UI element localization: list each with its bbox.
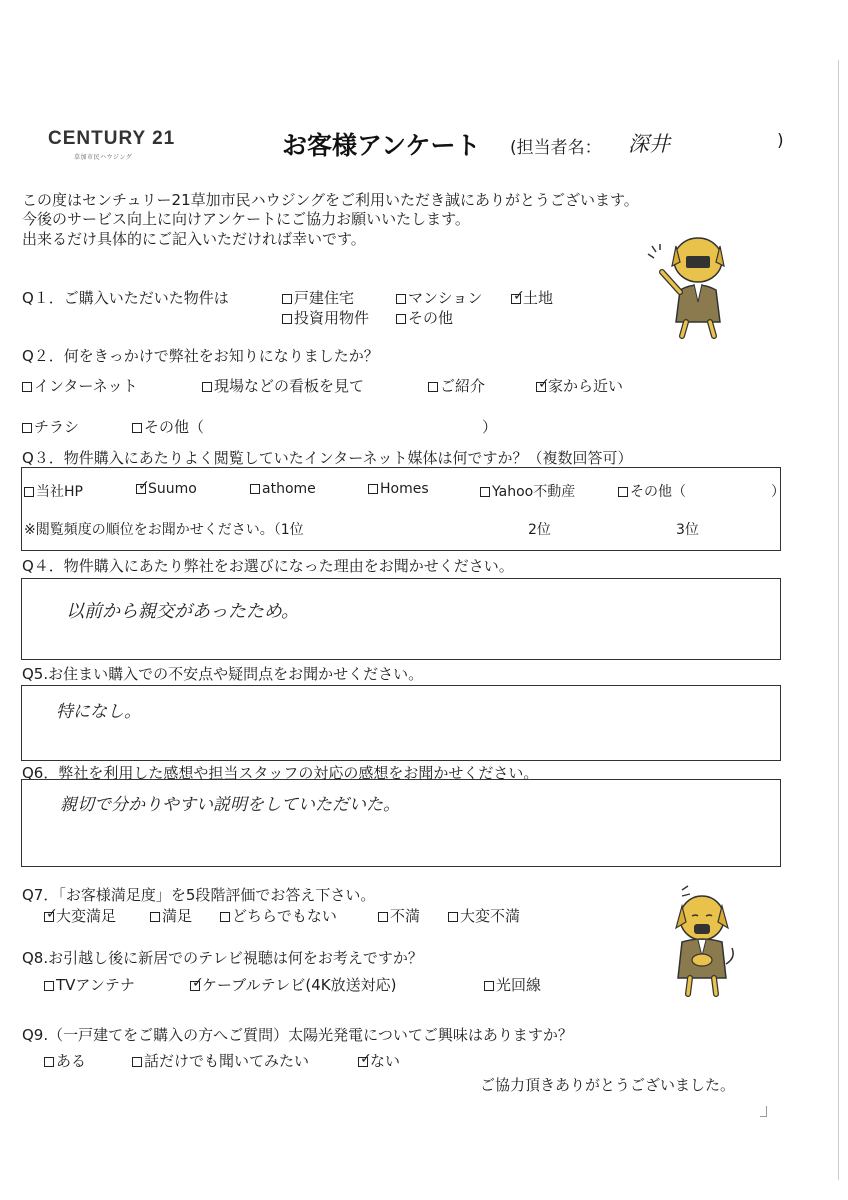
q4-answer-text: 以前から親交があったため。 bbox=[66, 601, 300, 622]
checkbox-icon bbox=[282, 294, 292, 304]
q2-option-signboard[interactable]: 現場などの看板を見て bbox=[202, 375, 364, 396]
q3-option-suumo[interactable]: ✓ Suumo bbox=[136, 481, 197, 497]
q3-option-own-hp[interactable]: 当社HP bbox=[24, 481, 83, 501]
checkbox-icon bbox=[22, 423, 32, 433]
q1-option-detached[interactable]: 戸建住宅 bbox=[282, 287, 354, 308]
q2-option-referral[interactable]: ご紹介 bbox=[428, 375, 485, 396]
checked-checkbox-icon bbox=[190, 981, 200, 991]
q8-option-antenna[interactable]: TVアンテナ bbox=[44, 974, 135, 995]
dog-in-suit-bowing-icon bbox=[668, 884, 738, 998]
checkbox-icon bbox=[24, 487, 34, 497]
q9-option-no[interactable]: ✓ ない bbox=[358, 1050, 400, 1071]
checkbox-icon bbox=[220, 912, 230, 922]
q7-option-neutral[interactable]: どちらでもない bbox=[220, 905, 337, 926]
q1-label: Q１．ご購入いただいた物件は bbox=[22, 289, 229, 307]
intro-line-2: 今後のサービス向上に向けアンケートにご協力お願いいたします。 bbox=[22, 210, 470, 228]
checkbox-icon bbox=[484, 981, 494, 991]
dog-in-suit-pointing-icon bbox=[646, 232, 736, 340]
checkbox-icon bbox=[44, 1057, 54, 1067]
q2-other-close: ） bbox=[482, 418, 498, 436]
q9-option-yes[interactable]: ある bbox=[44, 1050, 86, 1071]
q8-option-fiber[interactable]: 光回線 bbox=[484, 974, 541, 995]
thanks-message: ご協力頂きありがとうございました。 bbox=[480, 1076, 736, 1094]
checkbox-icon bbox=[132, 423, 142, 433]
checkbox-icon bbox=[282, 314, 292, 324]
q2-option-near-home[interactable]: ✓ 家から近い bbox=[536, 375, 623, 396]
q3-option-homes[interactable]: Homes bbox=[368, 481, 429, 497]
q1-option-other[interactable]: その他 bbox=[396, 307, 453, 328]
checked-checkbox-icon bbox=[511, 294, 521, 304]
q3-option-athome[interactable]: athome bbox=[250, 481, 316, 497]
checked-checkbox-icon bbox=[44, 912, 54, 922]
q3-label: Q３．物件購入にあたりよく閲覧していたインターネット媒体は何ですか？（複数回答可） bbox=[22, 449, 633, 467]
checkbox-icon bbox=[202, 382, 212, 392]
checked-checkbox-icon bbox=[536, 382, 546, 392]
q5-label: Q5.お住まい購入での不安点や疑問点をお聞かせください。 bbox=[22, 665, 424, 683]
q7-option-very-dissatisfied[interactable]: 大変不満 bbox=[448, 905, 520, 926]
q7-option-dissatisfied[interactable]: 不満 bbox=[378, 905, 420, 926]
checkbox-icon bbox=[378, 912, 388, 922]
checkbox-icon bbox=[428, 382, 438, 392]
q2-option-flyer[interactable]: チラシ bbox=[22, 416, 79, 437]
logo-text: CENTURY 21 bbox=[48, 128, 176, 149]
checkbox-icon bbox=[22, 382, 32, 392]
intro-line-1: この度はセンチュリー21草加市民ハウジングをご利用いただき誠にありがとうございます。 bbox=[22, 191, 639, 209]
checkbox-icon bbox=[368, 484, 378, 494]
checkbox-icon bbox=[618, 487, 628, 497]
staff-close: ) bbox=[777, 131, 784, 151]
checked-checkbox-icon bbox=[136, 484, 146, 494]
staff-label: (担当者名： bbox=[510, 138, 602, 158]
q9-label: Q9.（一戸建てをご購入の方へご質問）太陽光発電についてご興味はありますか？ bbox=[22, 1026, 573, 1044]
checkbox-icon bbox=[44, 981, 54, 991]
q3-option-yahoo[interactable]: Yahoo不動産 bbox=[480, 481, 575, 501]
checkbox-icon bbox=[480, 487, 490, 497]
page-title: お客様アンケート bbox=[282, 131, 481, 160]
checkbox-icon bbox=[448, 912, 458, 922]
q7-label: Q7．「お客様満足度」を5段階評価でお答え下さい。 bbox=[22, 886, 376, 904]
q2-label: Q２．何をきっかけで弊社をお知りになりましたか？ bbox=[22, 347, 379, 365]
q2-option-other[interactable]: その他（ bbox=[132, 416, 204, 437]
q3-rank-3: 3位 bbox=[676, 522, 699, 538]
intro-line-3: 出来るだけ具体的にご記入いただければ幸いです。 bbox=[22, 230, 366, 248]
q3-rank-2: 2位 bbox=[528, 522, 551, 538]
checkbox-icon bbox=[396, 294, 406, 304]
q3-option-other[interactable]: その他（ bbox=[618, 481, 686, 501]
q5-answer-text: 特になし。 bbox=[56, 702, 141, 722]
q3-other-close: ） bbox=[771, 484, 785, 500]
checkbox-icon bbox=[396, 314, 406, 324]
scan-mark bbox=[760, 1106, 767, 1117]
q6-label: Q6．弊社を利用した感想や担当スタッフの対応の感想をお聞かせください。 bbox=[22, 764, 539, 782]
q1-option-mansion[interactable]: マンション bbox=[396, 287, 482, 308]
checkbox-icon bbox=[150, 912, 160, 922]
checked-checkbox-icon bbox=[358, 1057, 368, 1067]
scan-edge-line bbox=[838, 60, 839, 1180]
staff-name: 深井 bbox=[628, 132, 670, 156]
q4-label: Q４．物件購入にあたり弊社をお選びになった理由をお聞かせください。 bbox=[22, 557, 514, 575]
q2-option-internet[interactable]: インターネット bbox=[22, 375, 138, 396]
q8-label: Q8.お引越し後に新居でのテレビ視聴は何をお考えですか？ bbox=[22, 949, 423, 967]
q9-option-just-listen[interactable]: 話だけでも聞いてみたい bbox=[132, 1050, 309, 1071]
q7-option-satisfied[interactable]: 満足 bbox=[150, 905, 192, 926]
checkbox-icon bbox=[132, 1057, 142, 1067]
q1-option-land[interactable]: ✓ 土地 bbox=[511, 287, 553, 308]
logo-subtext: 草加市民ハウジング bbox=[74, 154, 133, 161]
q8-option-cable-tv[interactable]: ✓ ケーブルテレビ(4K放送対応) bbox=[190, 974, 396, 995]
q6-answer-text: 親切で分かりやすい説明をしていただいた。 bbox=[60, 795, 400, 815]
q1-option-investment[interactable]: 投資用物件 bbox=[282, 307, 369, 328]
q3-rank-note: ※閲覧頻度の順位をお聞かせください。（1位 bbox=[24, 522, 304, 538]
checkbox-icon bbox=[250, 484, 260, 494]
q7-option-very-satisfied[interactable]: ✓大変満足 bbox=[44, 905, 116, 926]
